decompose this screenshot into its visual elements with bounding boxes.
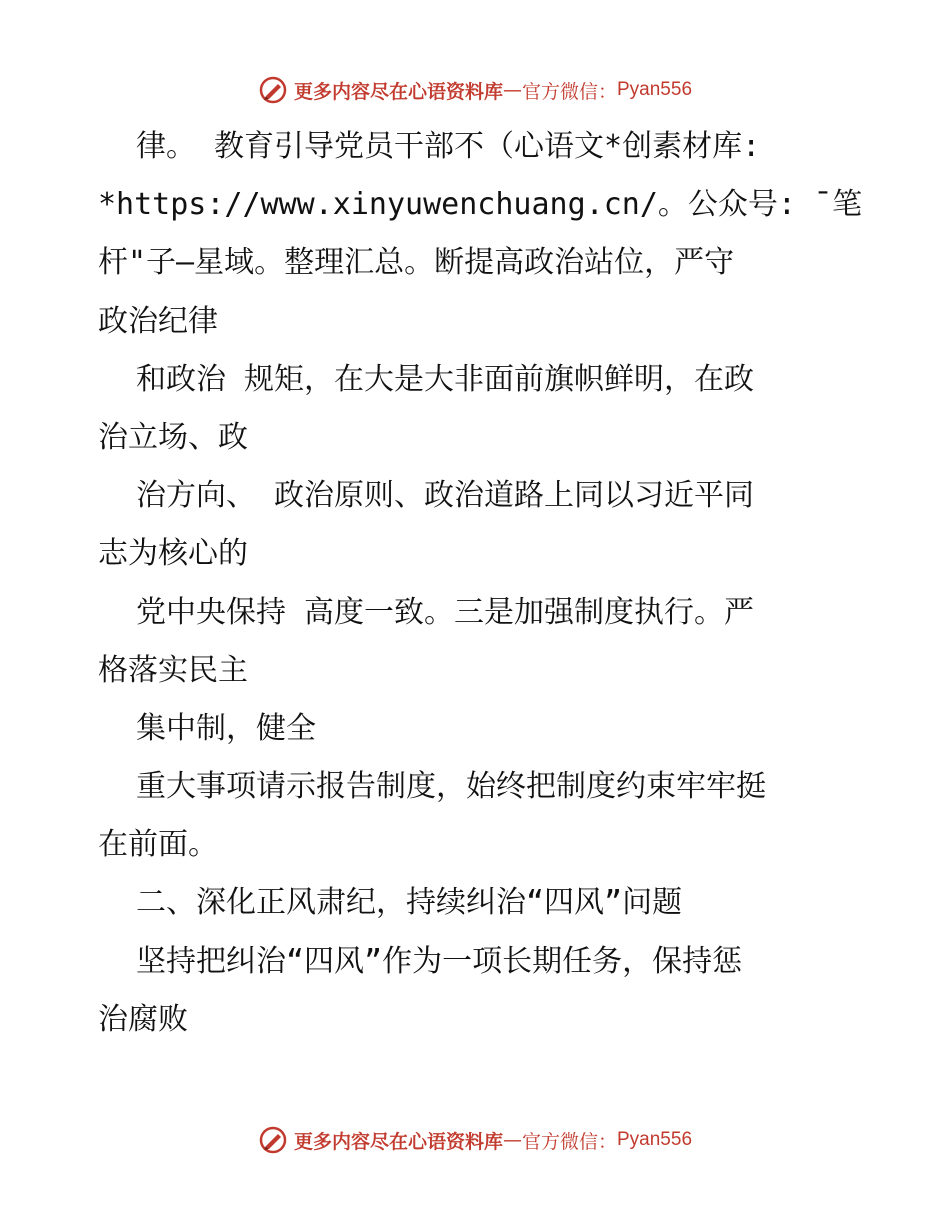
- pen-logo-icon: [258, 1125, 288, 1155]
- document-body: [98, 118, 863, 1049]
- body-line: 集中制，健全: [136, 710, 316, 746]
- watermark-account: Pyan556: [617, 79, 693, 100]
- watermark-separator: —: [502, 1129, 522, 1151]
- body-line: 治方向、 政治原则、政治道路上同以习近平同: [136, 478, 755, 514]
- watermark-wechat-label: 官方微信：: [521, 1130, 617, 1153]
- body-line: 政治纪律: [98, 303, 218, 339]
- watermark-main-text: 更多内容尽在心语资料库: [293, 1130, 503, 1153]
- body-line: 在前面。: [98, 827, 218, 863]
- pen-logo-icon: [258, 75, 288, 105]
- body-line: 治立场、政: [98, 419, 248, 455]
- body-line: 和政治 规矩，在大是大非面前旗帜鲜明，在政: [136, 361, 755, 397]
- watermark-account: Pyan556: [617, 1129, 693, 1150]
- body-line: 党中央保持 高度一致。三是加强制度执行。严: [136, 594, 755, 630]
- body-line: 坚持把纠治“四风”作为一项长期任务，保持惩: [136, 943, 743, 979]
- header-watermark: [0, 70, 950, 110]
- watermark-main-text: 更多内容尽在心语资料库: [293, 80, 503, 103]
- body-line: 杆"子—星域。整理汇总。断提高政治站位，严守: [98, 245, 735, 281]
- body-line: *https://www.xinyuwenchuang.cn/。公众号: ˉ笔: [98, 187, 863, 223]
- footer-watermark: [0, 1120, 950, 1160]
- section-heading: 二、深化正风肃纪，持续纠治“四风”问题: [136, 885, 683, 921]
- body-line: 格落实民主: [98, 652, 248, 688]
- watermark-separator: —: [502, 79, 522, 101]
- body-line: 志为核心的: [98, 536, 248, 572]
- body-line: 治腐败: [98, 1001, 188, 1037]
- body-line: 重大事项请示报告制度，始终把制度约束牢牢挺: [136, 769, 766, 805]
- body-line: 律。 教育引导党员干部不（心语文*创素材库:: [136, 129, 761, 164]
- watermark-wechat-label: 官方微信：: [521, 80, 617, 103]
